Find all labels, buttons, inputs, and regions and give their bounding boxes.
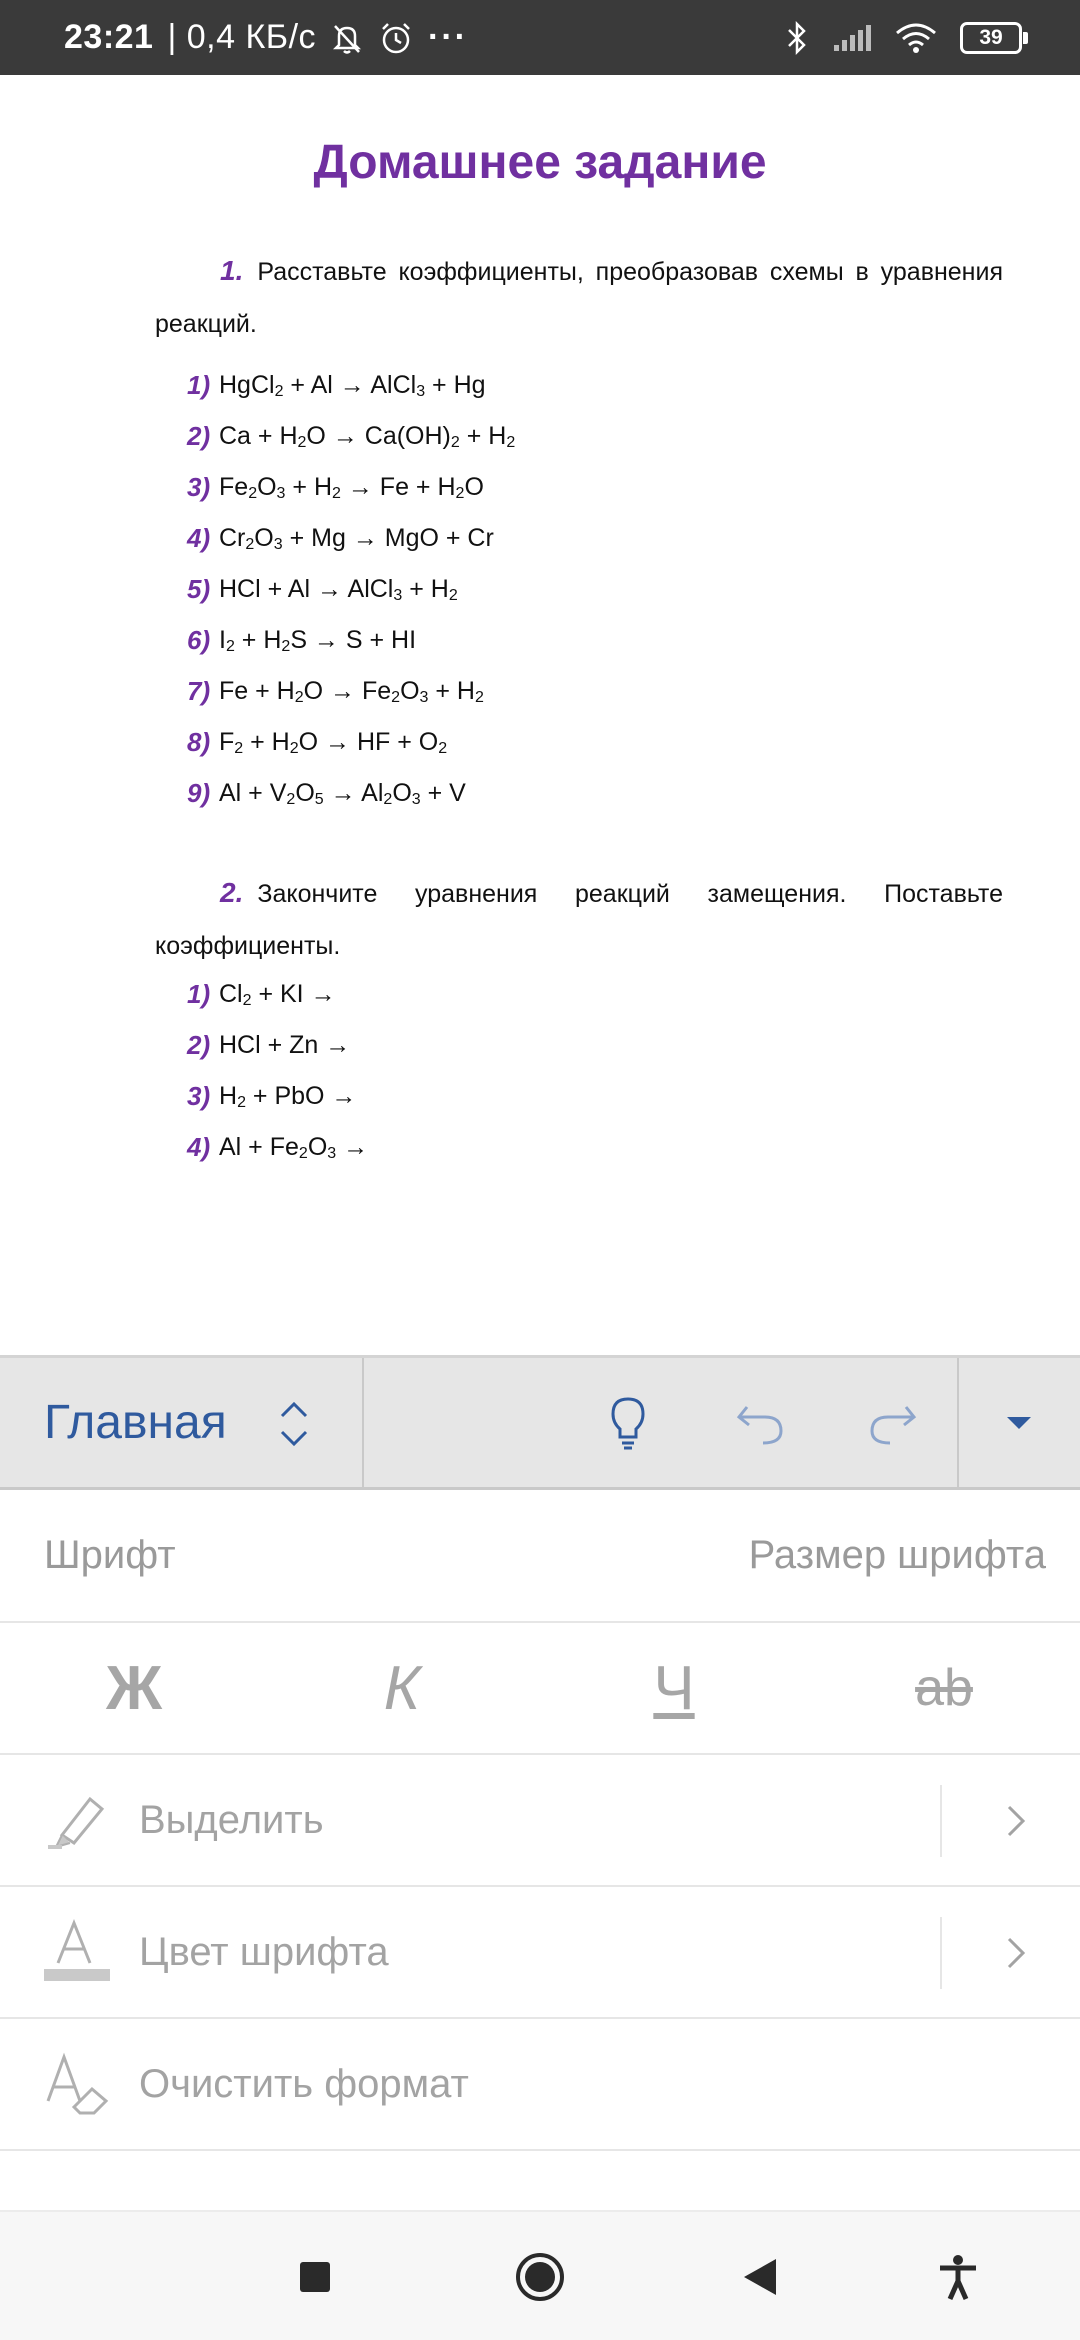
ribbon-tab-selector[interactable]: Главная (44, 1396, 227, 1449)
redo-icon[interactable] (857, 1388, 927, 1458)
item-number: 5) (187, 574, 211, 604)
task-1-item-9 (187, 768, 987, 819)
task-1-item-5 (187, 564, 987, 615)
task-1-item-3 (187, 462, 987, 513)
font-size-selector[interactable]: Размер шрифта (748, 1533, 1046, 1577)
task-2-item-3 (187, 1071, 987, 1122)
equation: $F_2 + H_2O$ → HF + $O_2$ (219, 728, 448, 757)
equation: $Fe_2O_3 + H_2 \to Fe + H_2O$ (219, 473, 484, 502)
equation: $I_2 + H_2S \to S$ + HI (219, 626, 417, 655)
equation: $Al + Fe_2O_3$ → (219, 1133, 369, 1162)
task-2-text: Закончите уравнения реакций замещения. Поставьте коэффициенты. (155, 880, 1003, 960)
bell-off-icon (330, 21, 364, 55)
item-number: 3) (187, 1081, 211, 1111)
ribbon-divider (362, 1358, 364, 1487)
accessibility-icon[interactable] (923, 2242, 993, 2312)
equation: HCl + Al → AlCl$_3$ + $H_2$ (219, 575, 458, 604)
task-1-text: Расставьте коэффициенты, преобразовав схемы в уравнения реакций. (155, 258, 1003, 338)
back-triangle-icon[interactable] (725, 2242, 795, 2312)
task-2-item-4 (187, 1122, 987, 1173)
task-1-item-6 (187, 615, 987, 666)
status-right (784, 0, 1022, 75)
row-divider (940, 1917, 942, 1989)
item-number: 1) (187, 370, 211, 400)
font-color-icon (42, 1917, 114, 1989)
strikethrough-button[interactable]: ab (915, 1659, 973, 1717)
task-1-item-7 (187, 666, 987, 717)
equation: $Ca + H_2O \to Ca(OH)_2 + H_2$ (219, 422, 516, 451)
item-number: 9) (187, 778, 211, 808)
item-number: 4) (187, 523, 211, 553)
task-1-item-8 (187, 717, 987, 768)
bluetooth-icon (784, 20, 810, 56)
task-2-number: 2. (220, 877, 244, 908)
task-1-list (187, 360, 987, 819)
battery-icon (960, 22, 1022, 54)
equation: $Al + V_2O_5 \to Al_2O_3 + V$ (219, 779, 466, 808)
equation: $H_2$ + PbO → (219, 1082, 357, 1111)
network-speed: | 0,4 КБ/с (167, 18, 317, 56)
italic-button[interactable]: К (383, 1653, 421, 1723)
clear-format-eraser-icon (42, 2049, 114, 2121)
status-left (64, 0, 468, 75)
item-number: 1) (187, 979, 211, 1009)
battery-level: 39 (979, 25, 1003, 49)
recents-square-icon[interactable] (280, 2242, 350, 2312)
bold-button[interactable]: Ж (105, 1653, 163, 1723)
highlight-label: Выделить (139, 1797, 324, 1842)
ribbon-divider (957, 1358, 959, 1487)
more-dots: ··· (428, 18, 468, 56)
home-circle-icon[interactable] (505, 2242, 575, 2312)
document-title: Домашнее задание (313, 136, 767, 189)
task-1-item-2 (187, 411, 987, 462)
font-color-row[interactable] (0, 1887, 1080, 2019)
task-1-item-4 (187, 513, 987, 564)
document-page[interactable] (0, 75, 1080, 1355)
task-1-item-1 (187, 360, 987, 411)
tab-switch-chevrons-icon[interactable] (276, 1394, 312, 1454)
highlight-row[interactable] (0, 1755, 1080, 1887)
signal-icon (832, 23, 872, 53)
collapse-ribbon-icon[interactable] (984, 1388, 1054, 1458)
equation: $Fe + H_2O \to Fe_2O_3 + H_2$ (219, 677, 484, 706)
task-1-paragraph (155, 245, 1003, 350)
tell-me-lightbulb-icon[interactable] (593, 1388, 663, 1458)
system-navigation-bar (0, 2210, 1080, 2340)
item-number: 8) (187, 727, 211, 757)
item-number: 2) (187, 421, 211, 451)
item-number: 6) (187, 625, 211, 655)
item-number: 2) (187, 1030, 211, 1060)
task-2-item-1 (187, 969, 987, 1020)
alarm-icon (378, 20, 414, 56)
task-2-item-2 (187, 1020, 987, 1071)
clock: 23:21 (64, 18, 154, 56)
text-style-row (0, 1623, 1080, 1755)
highlighter-pen-icon (42, 1785, 114, 1857)
chevron-right-icon[interactable] (995, 1927, 1035, 1979)
equation: HgCl$_2$ + Al → AlCl$_3$ + Hg (219, 371, 486, 400)
ribbon-header (0, 1355, 1080, 1490)
font-color-label: Цвет шрифта (139, 1929, 389, 1974)
row-divider (940, 1785, 942, 1857)
item-number: 7) (187, 676, 211, 706)
wifi-icon (894, 21, 938, 55)
task-2-list (187, 969, 987, 1173)
clear-format-row[interactable] (0, 2019, 1080, 2151)
chevron-right-icon[interactable] (995, 1795, 1035, 1847)
equation: $Cr_2O_3 + Mg$ → MgO + Cr (219, 524, 494, 553)
task-2-paragraph (155, 867, 1003, 972)
status-bar (0, 0, 1080, 75)
item-number: 4) (187, 1132, 211, 1162)
item-number: 3) (187, 472, 211, 502)
clear-format-label: Очистить формат (139, 2061, 469, 2106)
task-1-number: 1. (220, 255, 244, 286)
font-row (0, 1490, 1080, 1623)
equation: $Cl_2$ + KI → (219, 980, 336, 1009)
font-family-selector[interactable]: Шрифт (44, 1533, 176, 1577)
underline-button[interactable]: Ч (653, 1653, 695, 1723)
equation: HCl + Zn → (219, 1031, 351, 1059)
undo-icon[interactable] (726, 1388, 796, 1458)
